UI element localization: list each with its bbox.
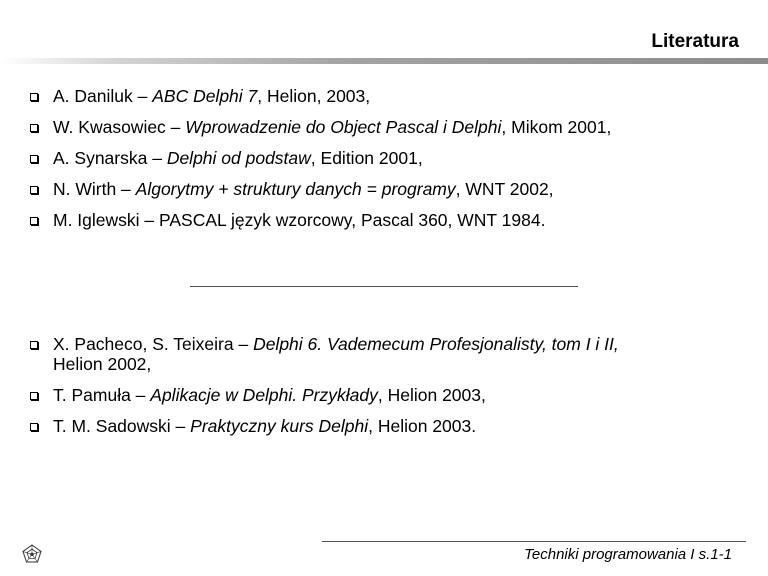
square-bullet-icon [30,217,38,225]
item-author: W. Kwasowiec – [53,117,186,137]
list-item [26,416,726,436]
square-bullet-icon [30,392,38,400]
item-author: T. Pamuła – [53,385,151,405]
list-item [26,385,726,405]
square-bullet-icon [30,124,38,132]
item-publisher: , WNT 2002, [455,179,554,199]
item-author: T. M. Sadowski – [53,416,191,436]
pentagon-web-logo-icon [22,544,42,564]
literature-list-primary [26,86,726,241]
item-publisher: , Helion 2003. [368,416,477,436]
item-publisher: , Helion 2003, [377,385,486,405]
item-author: N. Wirth – [53,179,136,199]
list-item [26,117,726,148]
item-publisher: , Mikom 2001, [501,117,612,137]
item-author: A. Daniluk – [53,86,153,106]
item-author: X. Pacheco, S. Teixeira – [53,334,254,354]
list-item [26,86,726,117]
item-author: M. Iglewski – PASCAL język wzorcowy, Pascal 360, WNT 1984. [53,210,546,230]
item-publisher: Helion 2002, [53,354,152,374]
item-publisher: , Helion, 2003, [257,86,371,106]
item-title: Wprowadzenie do Object Pascal i Delphi [185,117,502,137]
footer-text: Techniki programowania I s.1-1 [524,546,732,563]
list-item [26,334,726,374]
section-divider [190,286,578,287]
square-bullet-icon [30,155,38,163]
list-item [26,210,726,241]
item-author: A. Synarska – [53,148,167,168]
item-publisher: , Edition 2001, [310,148,423,168]
item-title: ABC Delphi 7 [152,86,258,106]
literature-list-secondary [26,334,726,447]
item-title: Algorytmy + struktury danych = programy [135,179,456,199]
page-title: Literatura [651,31,739,52]
item-title: Delphi od podstaw [166,148,311,168]
title-underline-bar [0,58,768,64]
square-bullet-icon [30,341,38,349]
item-title: Aplikacje w Delphi. Przykłady [150,385,378,405]
square-bullet-icon [30,423,38,431]
list-item [26,179,726,210]
footer-divider [322,541,746,542]
item-title: Praktyczny kurs Delphi [190,416,369,436]
list-item [26,148,726,179]
item-title: Delphi 6. Vademecum Profesjonalisty, tom I i II, [253,334,619,354]
square-bullet-icon [30,93,38,101]
square-bullet-icon [30,186,38,194]
